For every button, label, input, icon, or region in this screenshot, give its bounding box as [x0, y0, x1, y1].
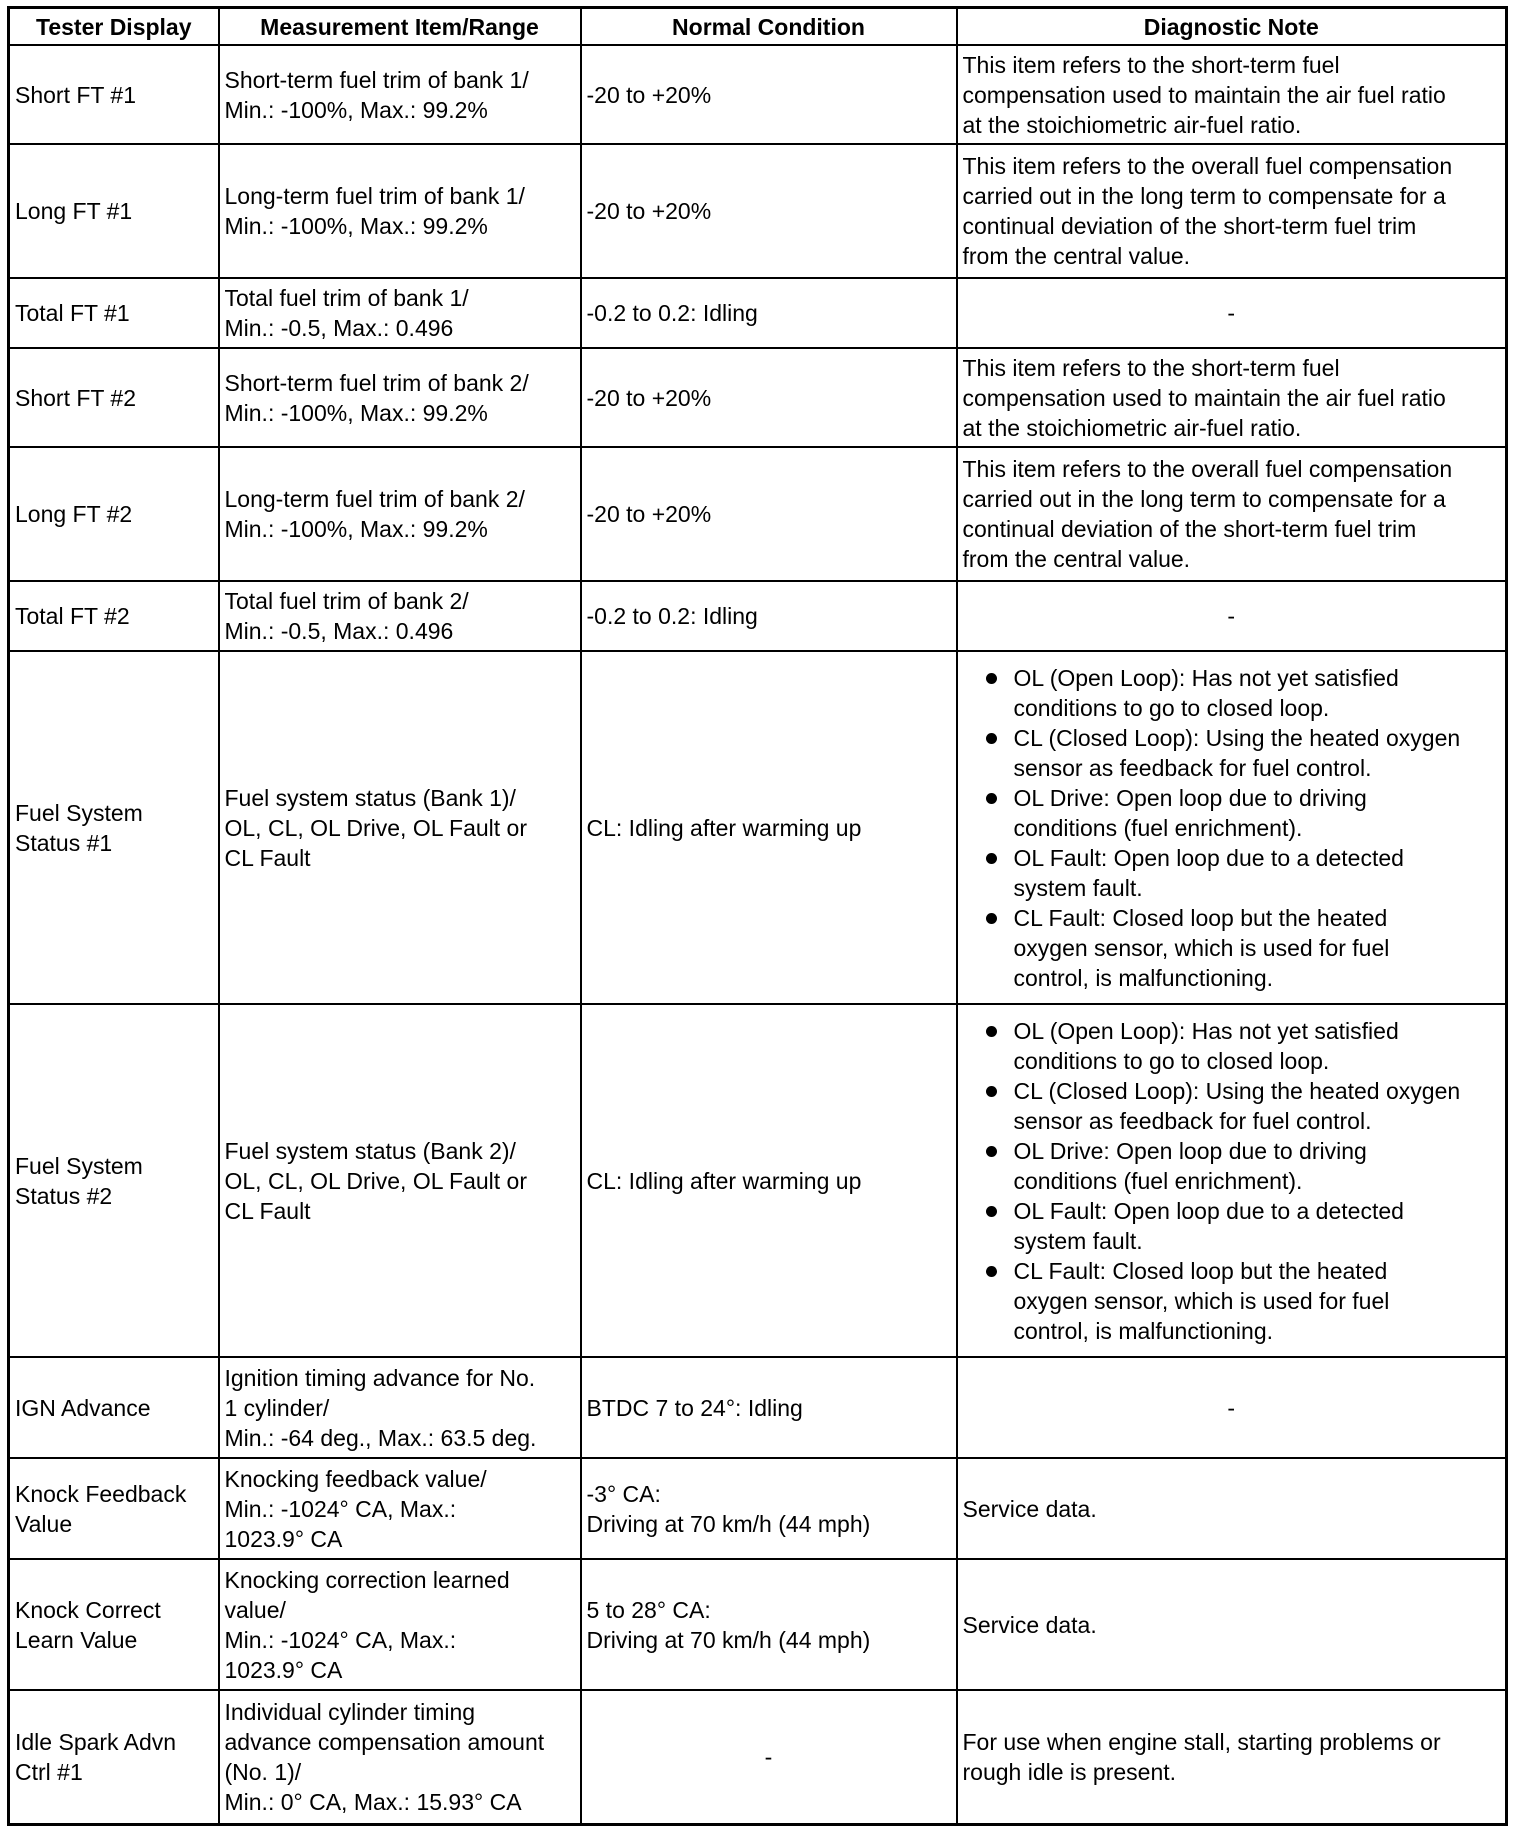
normal-condition-cell [581, 581, 957, 651]
measurement-cell-line: Total fuel trim of bank 1/ [224, 285, 469, 311]
bullet-item [963, 1256, 1501, 1346]
diagnostic-note-cell-line: from the central value. [962, 243, 1191, 269]
measurement-cell [219, 348, 581, 447]
header-diagnostic-note: Diagnostic Note [957, 8, 1507, 46]
measurement-cell [219, 1357, 581, 1458]
normal-condition-cell-line: CL: Idling after warming up [586, 1167, 862, 1194]
table-row [9, 651, 1507, 1004]
measurement-cell-line: Long-term fuel trim of bank 1/ [224, 183, 525, 209]
measurement-cell-line: Min.: -100%, Max.: 99.2% [224, 96, 488, 123]
measurement-cell-line: Min.: -100%, Max.: 99.2% [224, 399, 488, 426]
measurement-cell-line: CL Fault [224, 1197, 311, 1224]
bullet-item-line: system fault. [1013, 874, 1143, 901]
bullet-item-line: OL Fault: Open loop due to a detected [1013, 1197, 1404, 1224]
measurement-cell-line: Long-term fuel trim of bank 2/ [224, 486, 525, 512]
diagnostic-note-cell: - [957, 278, 1507, 348]
measurement-cell-line: Knocking correction learned [224, 1566, 510, 1593]
diagnostic-note-cell-line: Service data. [962, 1611, 1097, 1638]
normal-condition-cell [581, 45, 957, 144]
tester-display-cell-line: Total FT #1 [15, 300, 130, 326]
normal-condition-cell-line: 5 to 28° CA: [586, 1596, 711, 1623]
tester-display-cell-line: Learn Value [15, 1626, 138, 1653]
tester-display-cell-line: Knock Correct [15, 1596, 161, 1623]
header-tester-display: Tester Display [9, 8, 219, 46]
table-row [9, 1559, 1507, 1690]
measurement-cell-line: 1023.9° CA [224, 1525, 343, 1552]
tester-display-cell-line: Fuel System [15, 1152, 143, 1179]
diagnostic-note-cell-line: This item refers to the overall fuel compensation [962, 153, 1453, 179]
diagnostic-note-cell-line: compensation used to maintain the air fuel ratio [962, 81, 1446, 108]
tester-display-cell-line: Short FT #2 [15, 384, 137, 411]
bullet-item [963, 783, 1501, 843]
tester-display-cell-line: Ctrl #1 [15, 1758, 83, 1785]
normal-condition-cell-line: Driving at 70 km/h (44 mph) [586, 1510, 871, 1537]
diagnostic-note-cell [957, 348, 1507, 447]
tester-display-cell [9, 1690, 219, 1824]
bullet-item-line: conditions (fuel enrichment). [1013, 814, 1303, 841]
measurement-cell-line: advance compensation amount [224, 1728, 545, 1755]
tester-display-cell-line: Long FT #2 [15, 501, 133, 527]
bullet-item-line: OL Fault: Open loop due to a detected [1013, 844, 1404, 871]
bullet-item-line: CL (Closed Loop): Using the heated oxygen [1013, 724, 1461, 751]
bullet-item-line: CL Fault: Closed loop but the heated [1013, 1257, 1388, 1284]
bullet-item [963, 1076, 1501, 1136]
tester-display-cell-line: IGN Advance [15, 1394, 151, 1421]
bullet-item [963, 903, 1501, 993]
measurement-cell-line: Min.: -0.5, Max.: 0.496 [224, 618, 454, 644]
table-body [9, 45, 1507, 1824]
diagnostic-note-cell-line: This item refers to the short-term fuel [962, 354, 1340, 381]
measurement-cell [219, 45, 581, 144]
diagnostic-note-cell-line: at the stoichiometric air-fuel ratio. [962, 111, 1302, 138]
bullet-item-line: CL Fault: Closed loop but the heated [1013, 904, 1388, 931]
normal-condition-cell [581, 144, 957, 278]
tester-display-cell [9, 581, 219, 651]
tester-display-cell [9, 447, 219, 581]
diagnostic-note-cell-line: compensation used to maintain the air fuel ratio [962, 384, 1446, 411]
measurement-cell [219, 651, 581, 1004]
normal-condition-cell [581, 1559, 957, 1690]
normal-condition-cell: - [581, 1690, 957, 1824]
diagnostic-note-cell-line: continual deviation of the short-term fuel trim [962, 213, 1417, 239]
bullet-item-line: OL (Open Loop): Has not yet satisfied [1013, 1017, 1399, 1044]
bullet-item-line: system fault. [1013, 1227, 1143, 1254]
normal-condition-cell-line: -3° CA: [586, 1480, 661, 1507]
diagnostic-note-cell [957, 1559, 1507, 1690]
measurement-cell [219, 1004, 581, 1357]
tester-display-cell [9, 348, 219, 447]
header-row [9, 8, 1507, 46]
table-row [9, 45, 1507, 144]
normal-condition-cell [581, 348, 957, 447]
normal-condition-cell [581, 447, 957, 581]
diagnostic-note-cell-line: This item refers to the short-term fuel [962, 51, 1340, 78]
measurement-cell-line: 1023.9° CA [224, 1656, 343, 1683]
table-row [9, 348, 1507, 447]
header-normal-condition: Normal Condition [581, 8, 957, 46]
measurement-cell-line: Min.: -1024° CA, Max.: [224, 1495, 457, 1522]
measurement-cell-line: Ignition timing advance for No. [224, 1364, 536, 1391]
bullet-list [963, 663, 1501, 993]
header-measurement-item: Measurement Item/Range [219, 8, 581, 46]
tester-display-cell-line: Idle Spark Advn [15, 1728, 177, 1755]
tester-display-cell-line: Status #2 [15, 1182, 113, 1209]
diagnostic-note-cell-line: This item refers to the overall fuel compensation [962, 456, 1453, 482]
measurement-cell-line: Short-term fuel trim of bank 2/ [224, 369, 529, 396]
table-row [9, 278, 1507, 348]
normal-condition-cell [581, 651, 957, 1004]
bullet-item [963, 723, 1501, 783]
diagnostic-note-cell-line: at the stoichiometric air-fuel ratio. [962, 414, 1302, 441]
tester-display-cell [9, 1458, 219, 1559]
measurement-cell-line: (No. 1)/ [224, 1758, 302, 1785]
diagnostic-note-cell [957, 1004, 1507, 1357]
diagnostic-note-cell [957, 45, 1507, 144]
measurement-cell-line: Min.: -100%, Max.: 99.2% [224, 516, 488, 542]
measurement-cell-line: Total fuel trim of bank 2/ [224, 588, 469, 614]
normal-condition-cell-line: -20 to +20% [586, 501, 712, 527]
measurement-cell-line: CL Fault [224, 844, 311, 871]
bullet-item-line: conditions to go to closed loop. [1013, 1047, 1330, 1074]
diagnostic-note-cell-line: carried out in the long term to compensate for a [962, 183, 1446, 209]
normal-condition-cell-line: CL: Idling after warming up [586, 814, 862, 841]
table-row [9, 1458, 1507, 1559]
normal-condition-cell-line: -0.2 to 0.2: Idling [586, 300, 758, 326]
measurement-cell [219, 1690, 581, 1824]
tester-display-cell-line: Short FT #1 [15, 81, 137, 108]
measurement-cell [219, 447, 581, 581]
bullet-item-line: conditions (fuel enrichment). [1013, 1167, 1303, 1194]
diagnostic-note-cell [957, 1690, 1507, 1824]
bullet-item-line: sensor as feedback for fuel control. [1013, 1107, 1372, 1134]
bullet-item [963, 843, 1501, 903]
bullet-item-line: oxygen sensor, which is used for fuel [1013, 934, 1390, 961]
normal-condition-cell [581, 1458, 957, 1559]
tester-display-cell [9, 1357, 219, 1458]
bullet-item-line: OL Drive: Open loop due to driving [1013, 1137, 1367, 1164]
diagnostic-note-cell-line: rough idle is present. [962, 1758, 1177, 1785]
normal-condition-cell-line: -20 to +20% [586, 198, 712, 224]
bullet-item-line: OL (Open Loop): Has not yet satisfied [1013, 664, 1399, 691]
normal-condition-cell [581, 1357, 957, 1458]
normal-condition-cell [581, 1004, 957, 1357]
measurement-cell-line: Min.: 0° CA, Max.: 15.93° CA [224, 1788, 522, 1815]
bullet-item [963, 1136, 1501, 1196]
diagnostic-note-cell-line: from the central value. [962, 546, 1191, 572]
table-row [9, 1004, 1507, 1357]
measurement-cell [219, 581, 581, 651]
measurement-cell-line: Min.: -1024° CA, Max.: [224, 1626, 457, 1653]
tester-display-cell [9, 1004, 219, 1357]
tester-display-cell-line: Long FT #1 [15, 198, 133, 224]
tester-display-cell-line: Total FT #2 [15, 603, 130, 629]
diagnostic-note-cell [957, 447, 1507, 581]
diagnostic-note-cell-line: continual deviation of the short-term fuel trim [962, 516, 1417, 542]
tester-display-cell-line: Knock Feedback [15, 1480, 187, 1507]
tester-display-cell [9, 1559, 219, 1690]
measurement-cell-line: Knocking feedback value/ [224, 1465, 487, 1492]
tester-data-table [7, 6, 1508, 1826]
tester-display-cell [9, 651, 219, 1004]
tester-display-cell-line: Fuel System [15, 799, 143, 826]
tester-display-cell [9, 278, 219, 348]
table-row [9, 144, 1507, 278]
diagnostic-note-cell [957, 1458, 1507, 1559]
table-row [9, 1357, 1507, 1458]
measurement-cell-line: Min.: -100%, Max.: 99.2% [224, 213, 488, 239]
bullet-item [963, 1016, 1501, 1076]
table-row [9, 581, 1507, 651]
bullet-item-line: conditions to go to closed loop. [1013, 694, 1330, 721]
measurement-cell-line: 1 cylinder/ [224, 1394, 330, 1421]
bullet-item-line: OL Drive: Open loop due to driving [1013, 784, 1367, 811]
diagnostic-note-cell [957, 144, 1507, 278]
measurement-cell-line: OL, CL, OL Drive, OL Fault or [224, 814, 528, 841]
diagnostic-note-cell: - [957, 581, 1507, 651]
measurement-cell-line: Short-term fuel trim of bank 1/ [224, 66, 529, 93]
bullet-item-line: sensor as feedback for fuel control. [1013, 754, 1372, 781]
normal-condition-cell-line: -20 to +20% [586, 384, 712, 411]
bullet-item-line: oxygen sensor, which is used for fuel [1013, 1287, 1390, 1314]
bullet-item-line: control, is malfunctioning. [1013, 1317, 1274, 1344]
measurement-cell [219, 1559, 581, 1690]
measurement-cell-line: Min.: -0.5, Max.: 0.496 [224, 315, 454, 341]
measurement-cell-line: Individual cylinder timing [224, 1698, 476, 1725]
bullet-item-line: control, is malfunctioning. [1013, 964, 1274, 991]
bullet-item-line: CL (Closed Loop): Using the heated oxygen [1013, 1077, 1461, 1104]
measurement-cell-line: OL, CL, OL Drive, OL Fault or [224, 1167, 528, 1194]
diagnostic-note-cell-line: Service data. [962, 1495, 1097, 1522]
diagnostic-note-cell-line: For use when engine stall, starting problems or [962, 1728, 1441, 1755]
table-row [9, 1690, 1507, 1824]
measurement-cell-line: Fuel system status (Bank 1)/ [224, 784, 516, 811]
measurement-cell-line: value/ [224, 1596, 286, 1623]
bullet-list [963, 1016, 1501, 1346]
diagnostic-note-cell: - [957, 1357, 1507, 1458]
measurement-cell-line: Min.: -64 deg., Max.: 63.5 deg. [224, 1424, 537, 1451]
tester-display-cell [9, 45, 219, 144]
tester-display-cell-line: Status #1 [15, 829, 113, 856]
normal-condition-cell-line: -20 to +20% [586, 81, 712, 108]
measurement-cell [219, 1458, 581, 1559]
diagnostic-note-cell-line: carried out in the long term to compensate for a [962, 486, 1446, 512]
normal-condition-cell-line: Driving at 70 km/h (44 mph) [586, 1626, 871, 1653]
bullet-item [963, 1196, 1501, 1256]
normal-condition-cell-line: -0.2 to 0.2: Idling [586, 603, 758, 629]
table-row [9, 447, 1507, 581]
normal-condition-cell-line: BTDC 7 to 24°: Idling [586, 1394, 803, 1421]
measurement-cell [219, 278, 581, 348]
tester-display-cell [9, 144, 219, 278]
tester-display-cell-line: Value [15, 1510, 73, 1537]
diagnostic-note-cell [957, 651, 1507, 1004]
measurement-cell-line: Fuel system status (Bank 2)/ [224, 1137, 516, 1164]
normal-condition-cell [581, 278, 957, 348]
measurement-cell [219, 144, 581, 278]
bullet-item [963, 663, 1501, 723]
